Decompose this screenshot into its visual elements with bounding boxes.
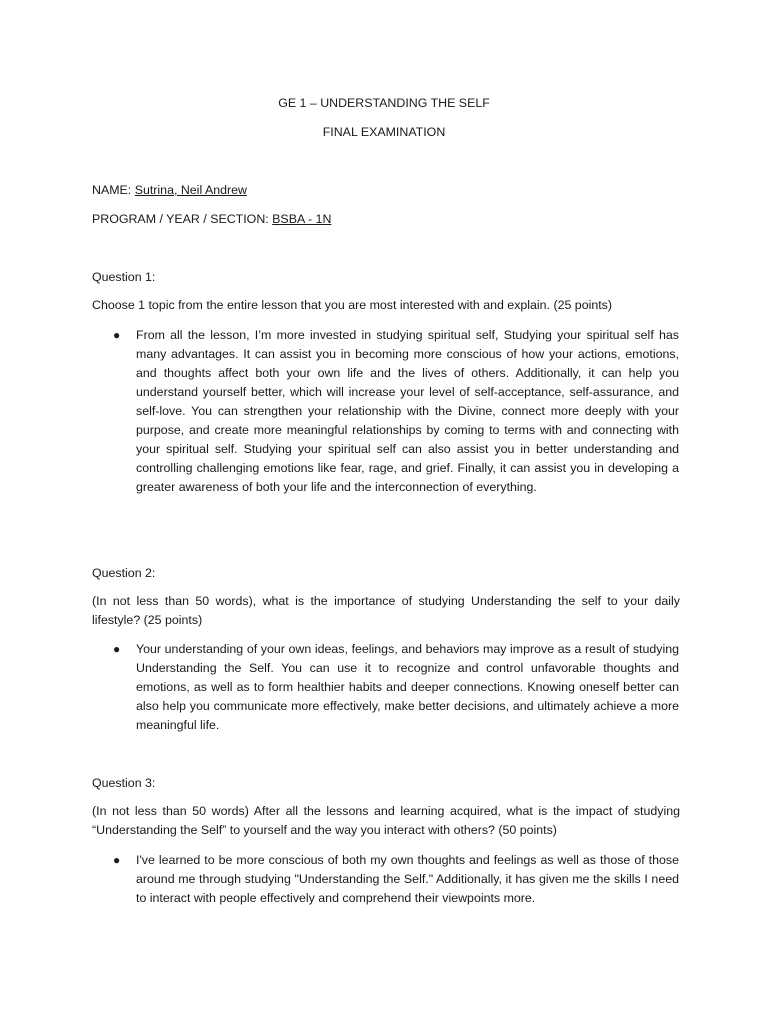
question-1-answer: From all the lesson, I’m more invested in studying spiritual self, Studying your spiritual self has many advantages. It can assist you in becoming more conscious of how your actions, emotions, and thoughts affect both your own life and the lives of others. Additionally, it can help you understand yourself better, which will increase your level of self-acceptance, self-assurance, and self-love. You can strengthen your relationship with the Divine, connect more deeply with your purpose, and create more meaningful relationships by coming to terms with and connecting with your spiritual self. Studying your spiritual self can also assist you in better understanding and controlling challenging emotions like fear, rage, and grief. Finally, it can assist you in developing a greater awareness of both your life and the interconnection of everything. <box>136 328 679 494</box>
question-1-prompt: Choose 1 topic from the entire lesson that you are most interested with and explain. (25 points) <box>92 298 613 312</box>
course-title: GE 1 – UNDERSTANDING THE SELF <box>278 96 490 110</box>
exam-title: FINAL EXAMINATION <box>322 125 446 139</box>
question-3-prompt: (In not less than 50 words) After all the lessons and learning acquired, what is the impact of studying “Understanding the Self” to yourself and the way you interact with others? (50 points) <box>92 804 680 837</box>
question-3-answer: I've learned to be more conscious of both my own thoughts and feelings as well as those of those around me through studying "Understanding the Self." Additionally, it has given me the skills I need to interact with people effectively and comprehend their viewpoints more. <box>136 853 679 905</box>
question-2-bullet: ● <box>113 642 121 656</box>
program-row <box>92 210 680 229</box>
question-1-bullet: ● <box>113 328 121 342</box>
name-label: NAME: <box>92 183 132 197</box>
question-2-heading: Question 2: <box>92 566 156 580</box>
question-1-heading: Question 1: <box>92 270 156 284</box>
question-3-heading: Question 3: <box>92 776 156 790</box>
question-2-prompt: (In not less than 50 words), what is the importance of studying Understanding the self to your daily lifestyle? (25 points) <box>92 594 680 627</box>
question-2-answer: Your understanding of your own ideas, feelings, and behaviors may improve as a result of studying Understanding the Self. You can use it to recognize and control unfavorable thoughts and emotions, as well as to form healthier habits and deeper connections. Knowing oneself better can also help you communicate more effectively, make better decisions, and ultimately achieve a more meaningful life. <box>136 642 679 732</box>
name-row <box>92 181 680 200</box>
program-value: BSBA - 1N <box>272 212 332 226</box>
program-label: PROGRAM / YEAR / SECTION: <box>92 212 269 226</box>
name-value: Sutrina, Neil Andrew <box>134 183 247 197</box>
question-3-bullet: ● <box>113 853 121 867</box>
